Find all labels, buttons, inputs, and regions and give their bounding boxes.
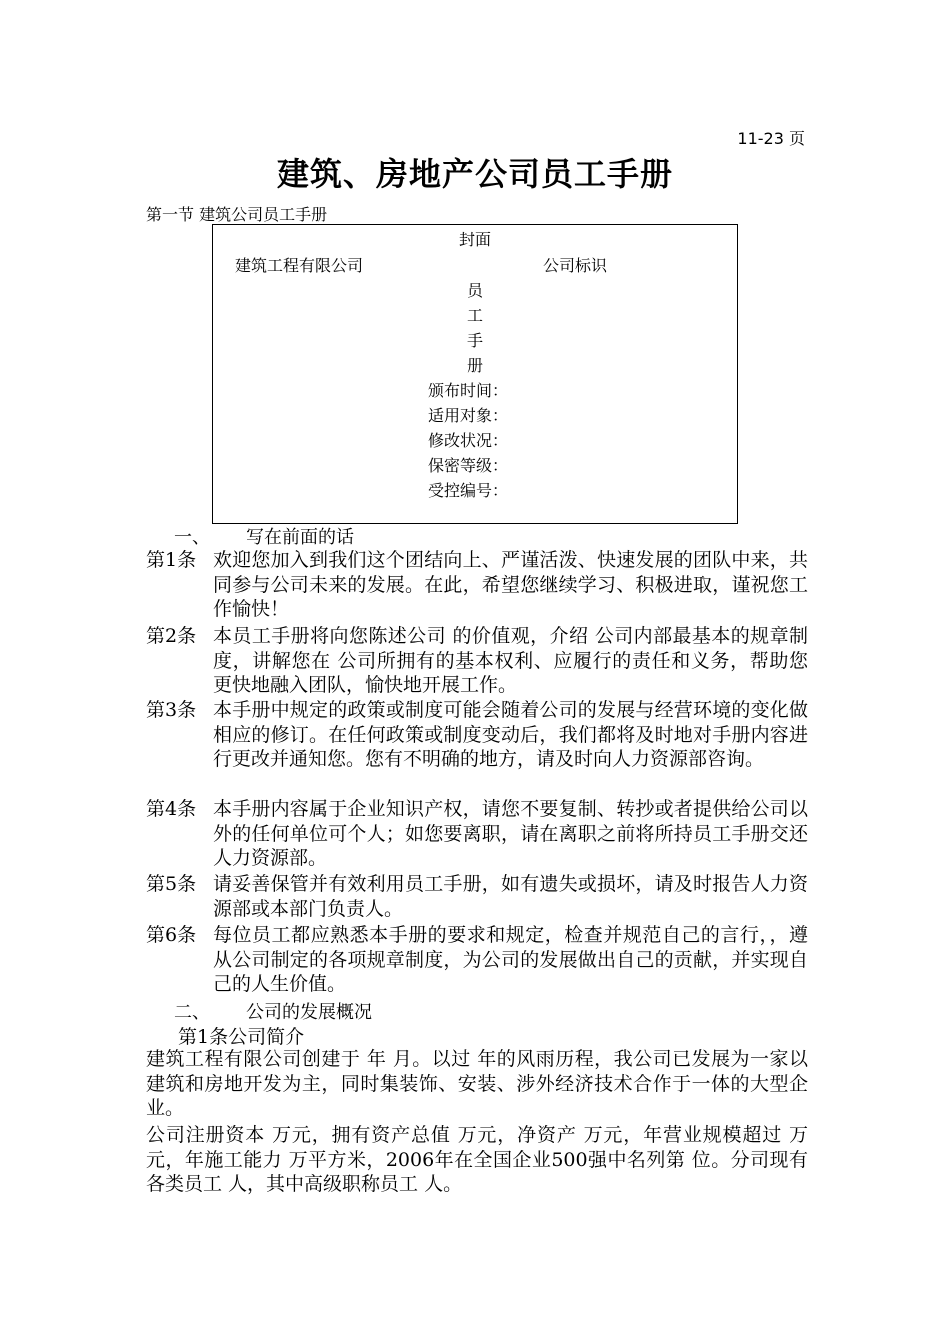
cover-logo-label: 公司标识 — [543, 256, 608, 275]
part1-title: 写在前面的话 — [246, 527, 354, 548]
article-label: 第1条 — [146, 549, 197, 571]
cover-title-char: 册 — [466, 356, 483, 375]
article-label: 第6条 — [146, 924, 197, 946]
cover-title-char: 工 — [466, 306, 483, 325]
document-title: 建筑、房地产公司员工手册 — [276, 155, 673, 193]
article — [146, 698, 808, 772]
article — [146, 624, 808, 698]
article-text: 本手册中规定的政策或制度可能会随着公司的发展与经营环境的变化做相应的修订。在任何政策或制度变动后，我们都将及时地对手册内容进行更改并通知您。您有不明确的地方，请及时向人力资源部咨询。 — [213, 699, 808, 770]
part2-number: 二、 — [174, 1002, 210, 1023]
article-label: 第2条 — [146, 625, 197, 647]
subsection-heading: 第1条公司简介 — [178, 1026, 305, 1048]
article-text: 本手册内容属于企业知识产权，请您不要复制、转抄或者提供给公司以外的任何单位可个人；如您要离职，请在离职之前将所持员工手册交还人力资源部。 — [213, 798, 808, 869]
cover-company: 建筑工程有限公司 — [235, 256, 364, 275]
article-label: 第5条 — [146, 873, 197, 895]
cover-field: 修改状况： — [428, 431, 509, 450]
part2-heading — [146, 998, 372, 1024]
page-number: 11-23 页 — [737, 129, 805, 148]
article-label: 第3条 — [146, 699, 197, 721]
part2-title: 公司的发展概况 — [246, 1002, 372, 1023]
cover-field: 保密等级： — [428, 456, 509, 475]
body-paragraph: 建筑工程有限公司创建于 年 月。以过 年的风雨历程，我公司已发展为一家以建筑和房地开发为主，同时集装饰、安装、涉外经济技术合作于一体的大型企业。 — [146, 1048, 808, 1119]
cover-title-char: 手 — [466, 331, 483, 350]
article — [146, 872, 808, 921]
article-text: 请妥善保管并有效利用员工手册，如有遗失或损坏，请及时报告人力资源部或本部门负责人。 — [213, 873, 808, 920]
article-text: 欢迎您加入到我们这个团结向上、严谨活泼、快速发展的团队中来，共同参与公司未来的发展。在此，希望您继续学习、积极进取，谨祝您工作愉快！ — [213, 549, 808, 620]
article-text: 本员工手册将向您陈述公司 的价值观，介绍 公司内部最基本的规章制度，讲解您在 公司所拥有的基本权利、应履行的责任和义务，帮助您更快地融入团队，愉快地开展工作。 — [213, 625, 808, 696]
part1-number: 一、 — [174, 527, 210, 548]
cover-heading: 封面 — [458, 230, 491, 249]
article — [146, 548, 808, 622]
article-text: 每位员工都应熟悉本手册的要求和规定，检查并规范自己的言行，，遵从公司制定的各项规章制度，为公司的发展做出自己的贡献，并实现自己的人生价值。 — [213, 924, 808, 995]
cover-field: 颁布时间： — [428, 381, 509, 400]
body-paragraph: 公司注册资本 万元，拥有资产总值 万元，净资产 万元，年营业规模超过 万元，年施工能力 万平方米，2006年在全国企业500强中名列第 位。分司现有各类员工 人，其中高级职称员工 人。 — [146, 1124, 808, 1195]
cover-title-char: 员 — [466, 281, 483, 300]
article-label: 第4条 — [146, 798, 197, 820]
article — [146, 797, 808, 871]
cover-field: 受控编号： — [428, 481, 509, 500]
cover-box — [212, 224, 738, 524]
article — [146, 923, 808, 997]
section-heading: 第一节 建筑公司员工手册 — [146, 205, 328, 224]
cover-field: 适用对象： — [428, 406, 509, 425]
part1-heading — [146, 523, 354, 549]
